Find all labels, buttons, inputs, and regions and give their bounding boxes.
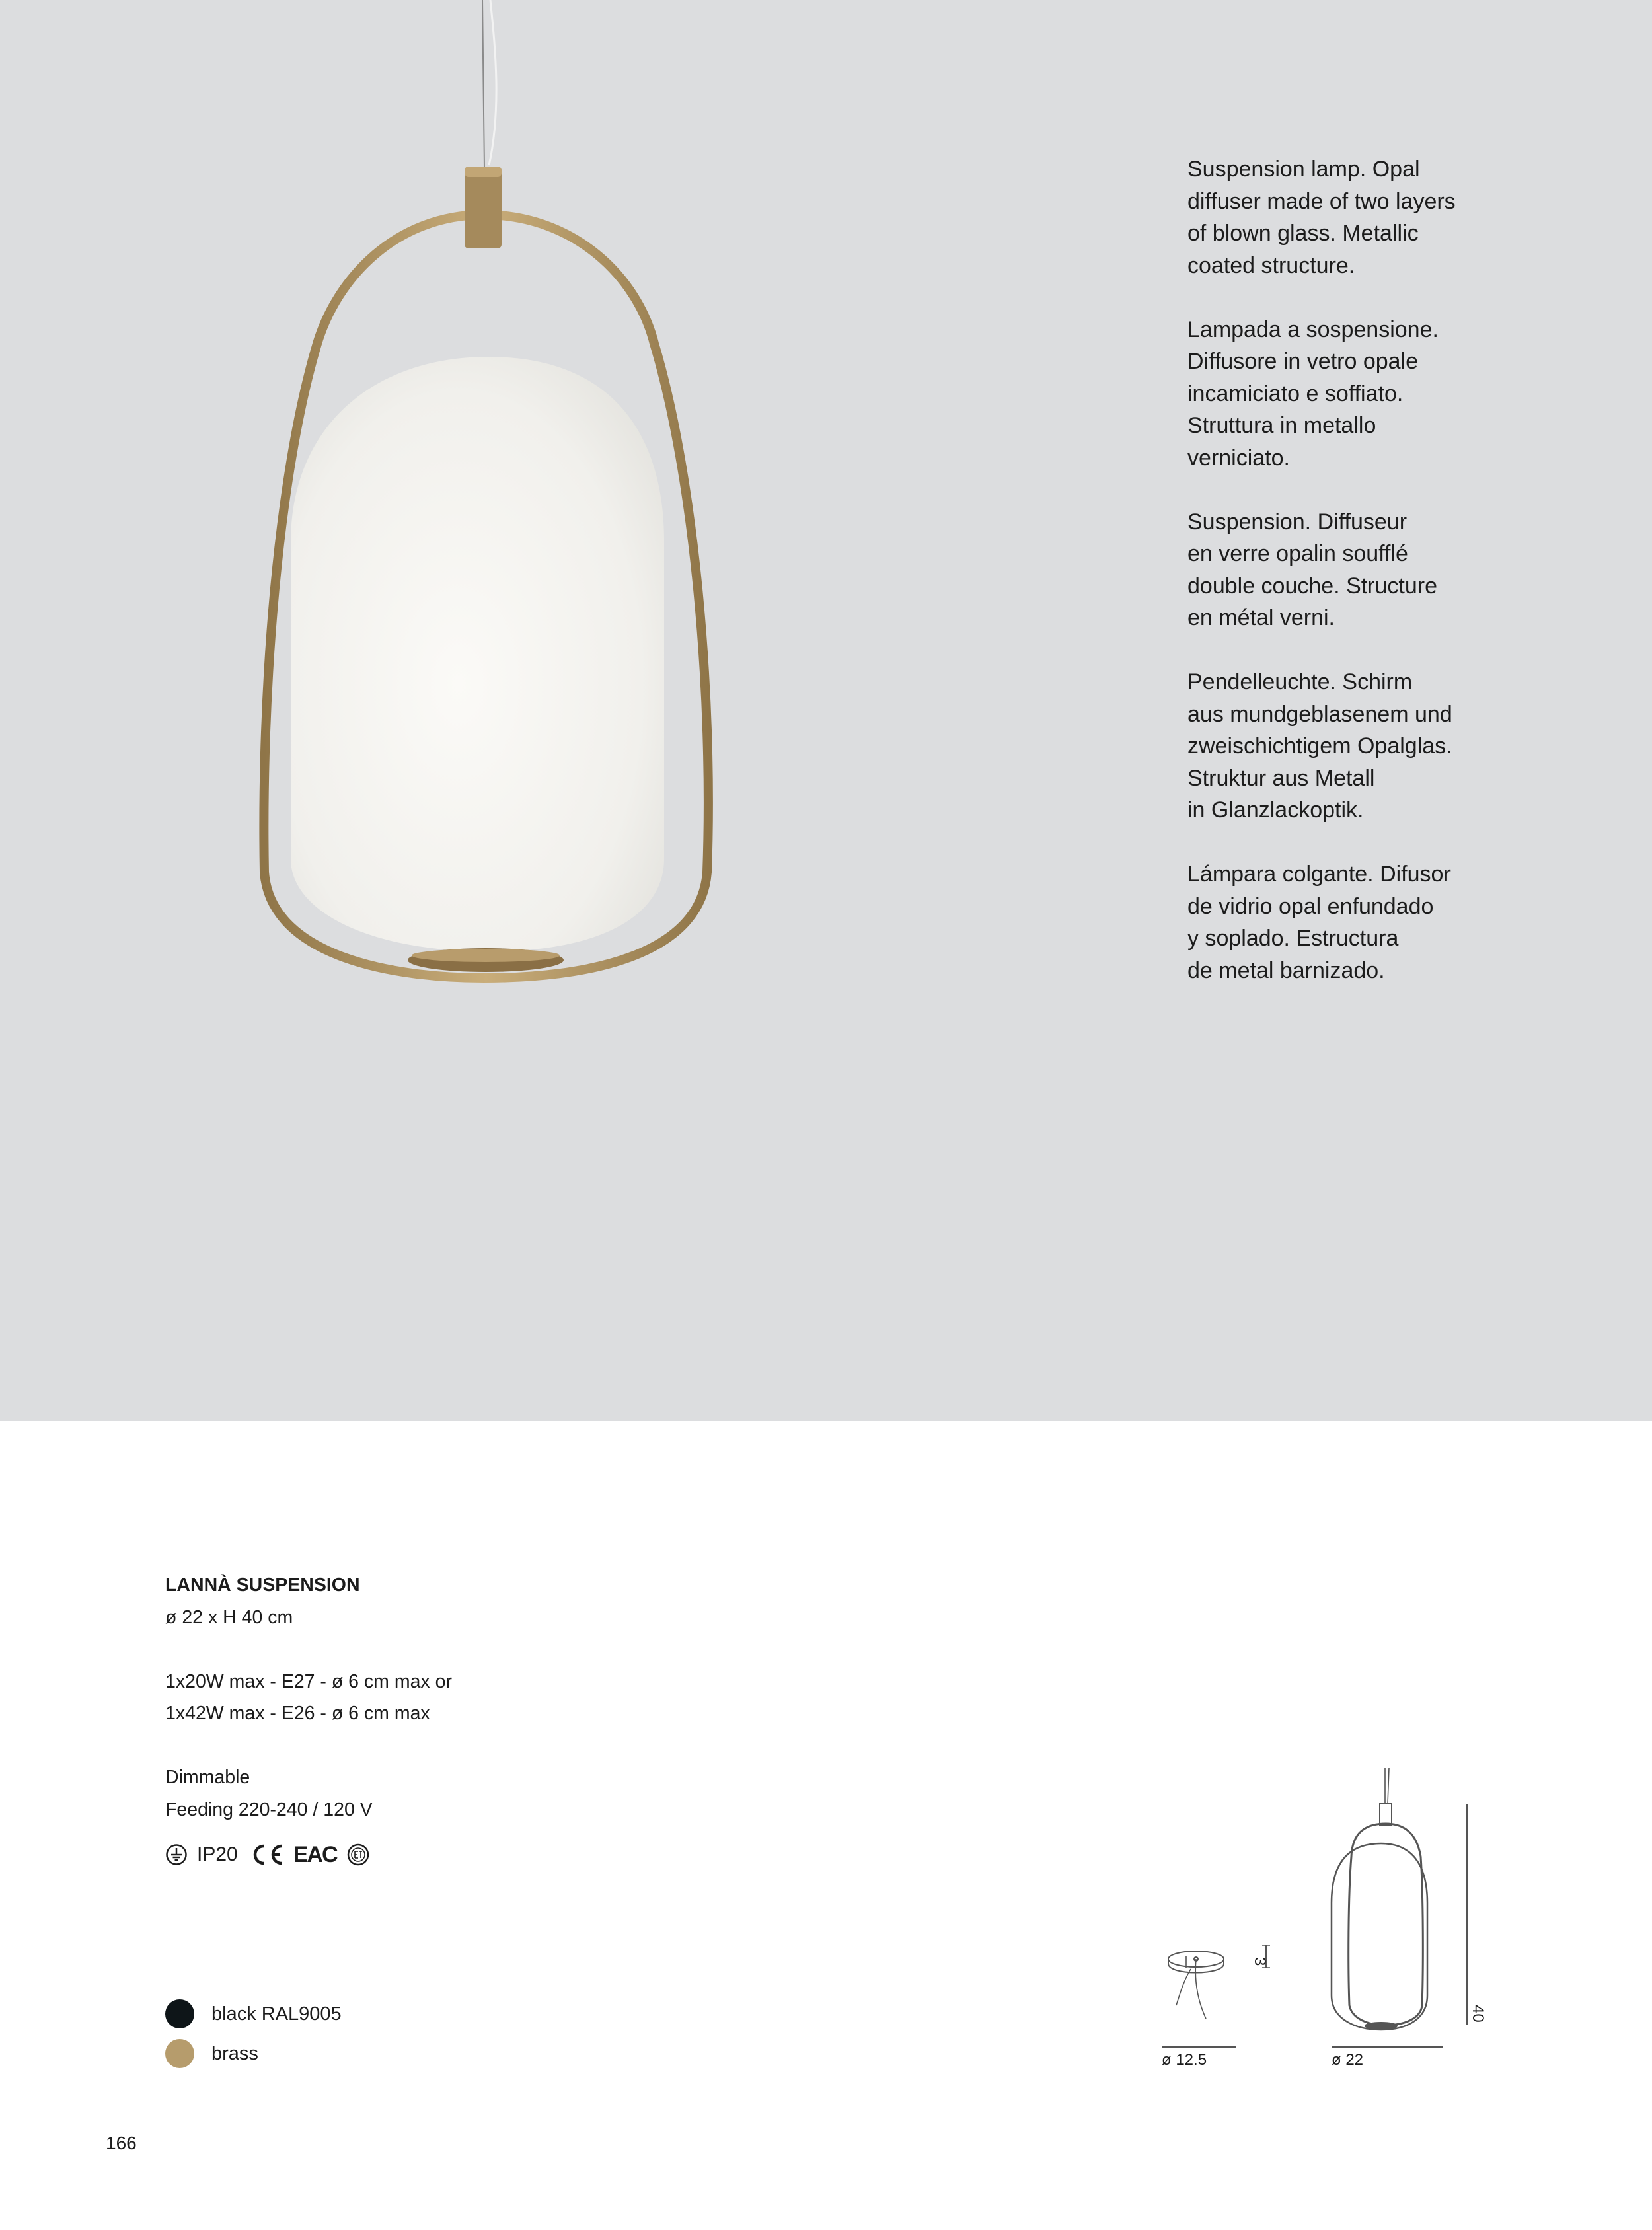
lamp-diameter-label: ø 22 <box>1332 2051 1364 2069</box>
canopy-diameter-label: ø 12.5 <box>1162 2051 1207 2069</box>
earth-ground-icon <box>165 1843 188 1866</box>
finish-black <box>165 1994 342 2034</box>
product-size: ø 22 x H 40 cm <box>165 1606 293 1628</box>
finish-label: brass <box>211 2042 258 2064</box>
description-fr: Suspension. Diffuseur en verre opalin soufflé double couche. Structure en métal verni. <box>1187 509 1438 630</box>
finish-options <box>165 1994 342 2073</box>
bulb-spec-e27: 1x20W max - E27 - ø 6 cm max or <box>165 1670 452 1692</box>
product-description <box>1187 153 1498 1019</box>
bulb-spec-e26: 1x42W max - E26 - ø 6 cm max <box>165 1703 430 1724</box>
ce-mark-icon <box>247 1843 284 1867</box>
canopy-height-label: 3 <box>1251 1957 1269 1966</box>
finish-label: black RAL9005 <box>211 2003 342 2025</box>
description-de: Pendelleuchte. Schirm aus mundgeblasenem und zweischichtigem Opalglas. Struktur aus Metall in Glanzlackoptik. <box>1187 669 1452 823</box>
feeding-voltage: Feeding 220-240 / 120 V <box>165 1799 373 1820</box>
description-en: Suspension lamp. Opal diffuser made of two layers of blown glass. Metallic coated structure. <box>1187 157 1456 278</box>
dimmable-label: Dimmable <box>165 1767 250 1788</box>
technical-specs <box>165 1569 760 1871</box>
lamp-height-label: 40 <box>1469 2005 1487 2023</box>
dimension-drawing <box>1150 1758 1507 2075</box>
certifications <box>165 1839 760 1871</box>
lamp-photo <box>238 0 740 1004</box>
black-swatch <box>165 1999 194 2028</box>
brass-swatch <box>165 2039 194 2068</box>
finish-brass <box>165 2034 342 2073</box>
ip-rating: IP20 <box>197 1843 238 1865</box>
product-title: LANNÀ SUSPENSION <box>165 1575 360 1596</box>
etl-listed-icon <box>346 1843 370 1867</box>
page-number: 166 <box>106 2133 137 2153</box>
description-it: Lampada a sospensione. Diffusore in vetro opale incamiciato e soffiato. Struttura in metallo verniciato. <box>1187 316 1439 470</box>
eac-mark: EAC <box>293 1841 337 1867</box>
description-es: Lámpara colgante. Difusor de vidrio opal enfundado y soplado. Estructura de metal barnizado. <box>1187 862 1451 983</box>
technical-drawing <box>1150 1758 1507 2075</box>
